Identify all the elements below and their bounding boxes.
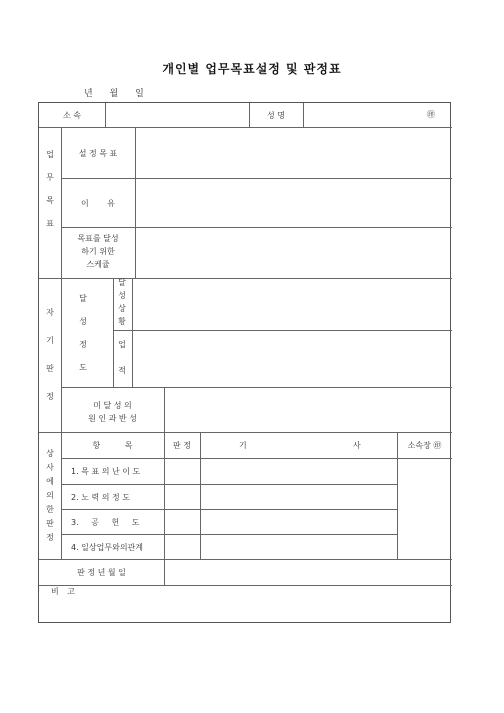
row-divider [61, 509, 397, 510]
row-divider [61, 387, 452, 388]
affiliation-label: 소 속 [63, 111, 81, 120]
criterion-item: 2. 노 력 의 정 도 [71, 493, 130, 502]
col-divider [135, 127, 136, 278]
col-divider [200, 432, 201, 559]
schedule-label: 목표를 달성 하기 위한 스케쥴 [77, 234, 119, 269]
row-divider [113, 330, 452, 331]
head-seal-header: 소속장 ㊞ [407, 441, 442, 450]
section-label-work-goal: 업 무 목 표 [46, 150, 54, 228]
col-divider [164, 559, 165, 585]
criterion-item: 3. 공 헌 도 [71, 518, 140, 527]
col-divider [61, 127, 62, 559]
col-divider [113, 278, 114, 387]
row-divider [61, 227, 452, 228]
col-divider [164, 432, 165, 559]
seal-mark: ㊞ [427, 110, 435, 119]
row-divider [61, 534, 397, 535]
row-divider [39, 432, 452, 433]
form-frame [38, 102, 451, 623]
judgment-column-header: 판 정 [173, 441, 191, 450]
row-divider [61, 484, 397, 485]
achievement-degree-label: 달 성 정 도 [79, 294, 87, 372]
row-divider [61, 458, 452, 459]
criterion-item: 4. 일상업무와의관계 [71, 543, 143, 552]
section-label-self-judgment: 자 기 판 정 [46, 308, 54, 401]
remarks-label: 비 고 [51, 587, 75, 596]
col-divider [105, 103, 106, 127]
document-title: 개인별 업무목표설정 및 판정표 [162, 62, 342, 76]
col-divider [303, 103, 304, 127]
row-divider [39, 559, 452, 560]
record-column-header: 기 [239, 441, 247, 450]
reason-label: 이 유 [81, 199, 115, 208]
unachieved-reason-label: 미 달 성 의 원 인 과 반 성 [88, 401, 137, 423]
col-divider [397, 432, 398, 559]
results-label: 업 적 [118, 340, 126, 375]
row-divider [39, 278, 452, 279]
date-line: 년 월 일 [84, 89, 144, 99]
row-divider [39, 127, 452, 128]
col-divider [164, 387, 165, 432]
col-divider [132, 278, 133, 387]
achievement-status-label: 달 성 상 황 [118, 278, 126, 326]
record-column-header: 사 [353, 441, 361, 450]
judgment-date-label: 판 정 년 월 일 [77, 568, 126, 577]
section-label-supervisor: 상 사 에 의 한 판 정 [46, 449, 54, 542]
set-goal-label: 설 정 목 표 [78, 149, 118, 158]
row-divider [61, 178, 452, 179]
criterion-item: 1. 목 표 의 난 이 도 [71, 467, 141, 476]
name-label: 성 명 [267, 111, 285, 120]
row-divider [39, 585, 452, 586]
item-column-header: 항 목 [92, 441, 133, 450]
